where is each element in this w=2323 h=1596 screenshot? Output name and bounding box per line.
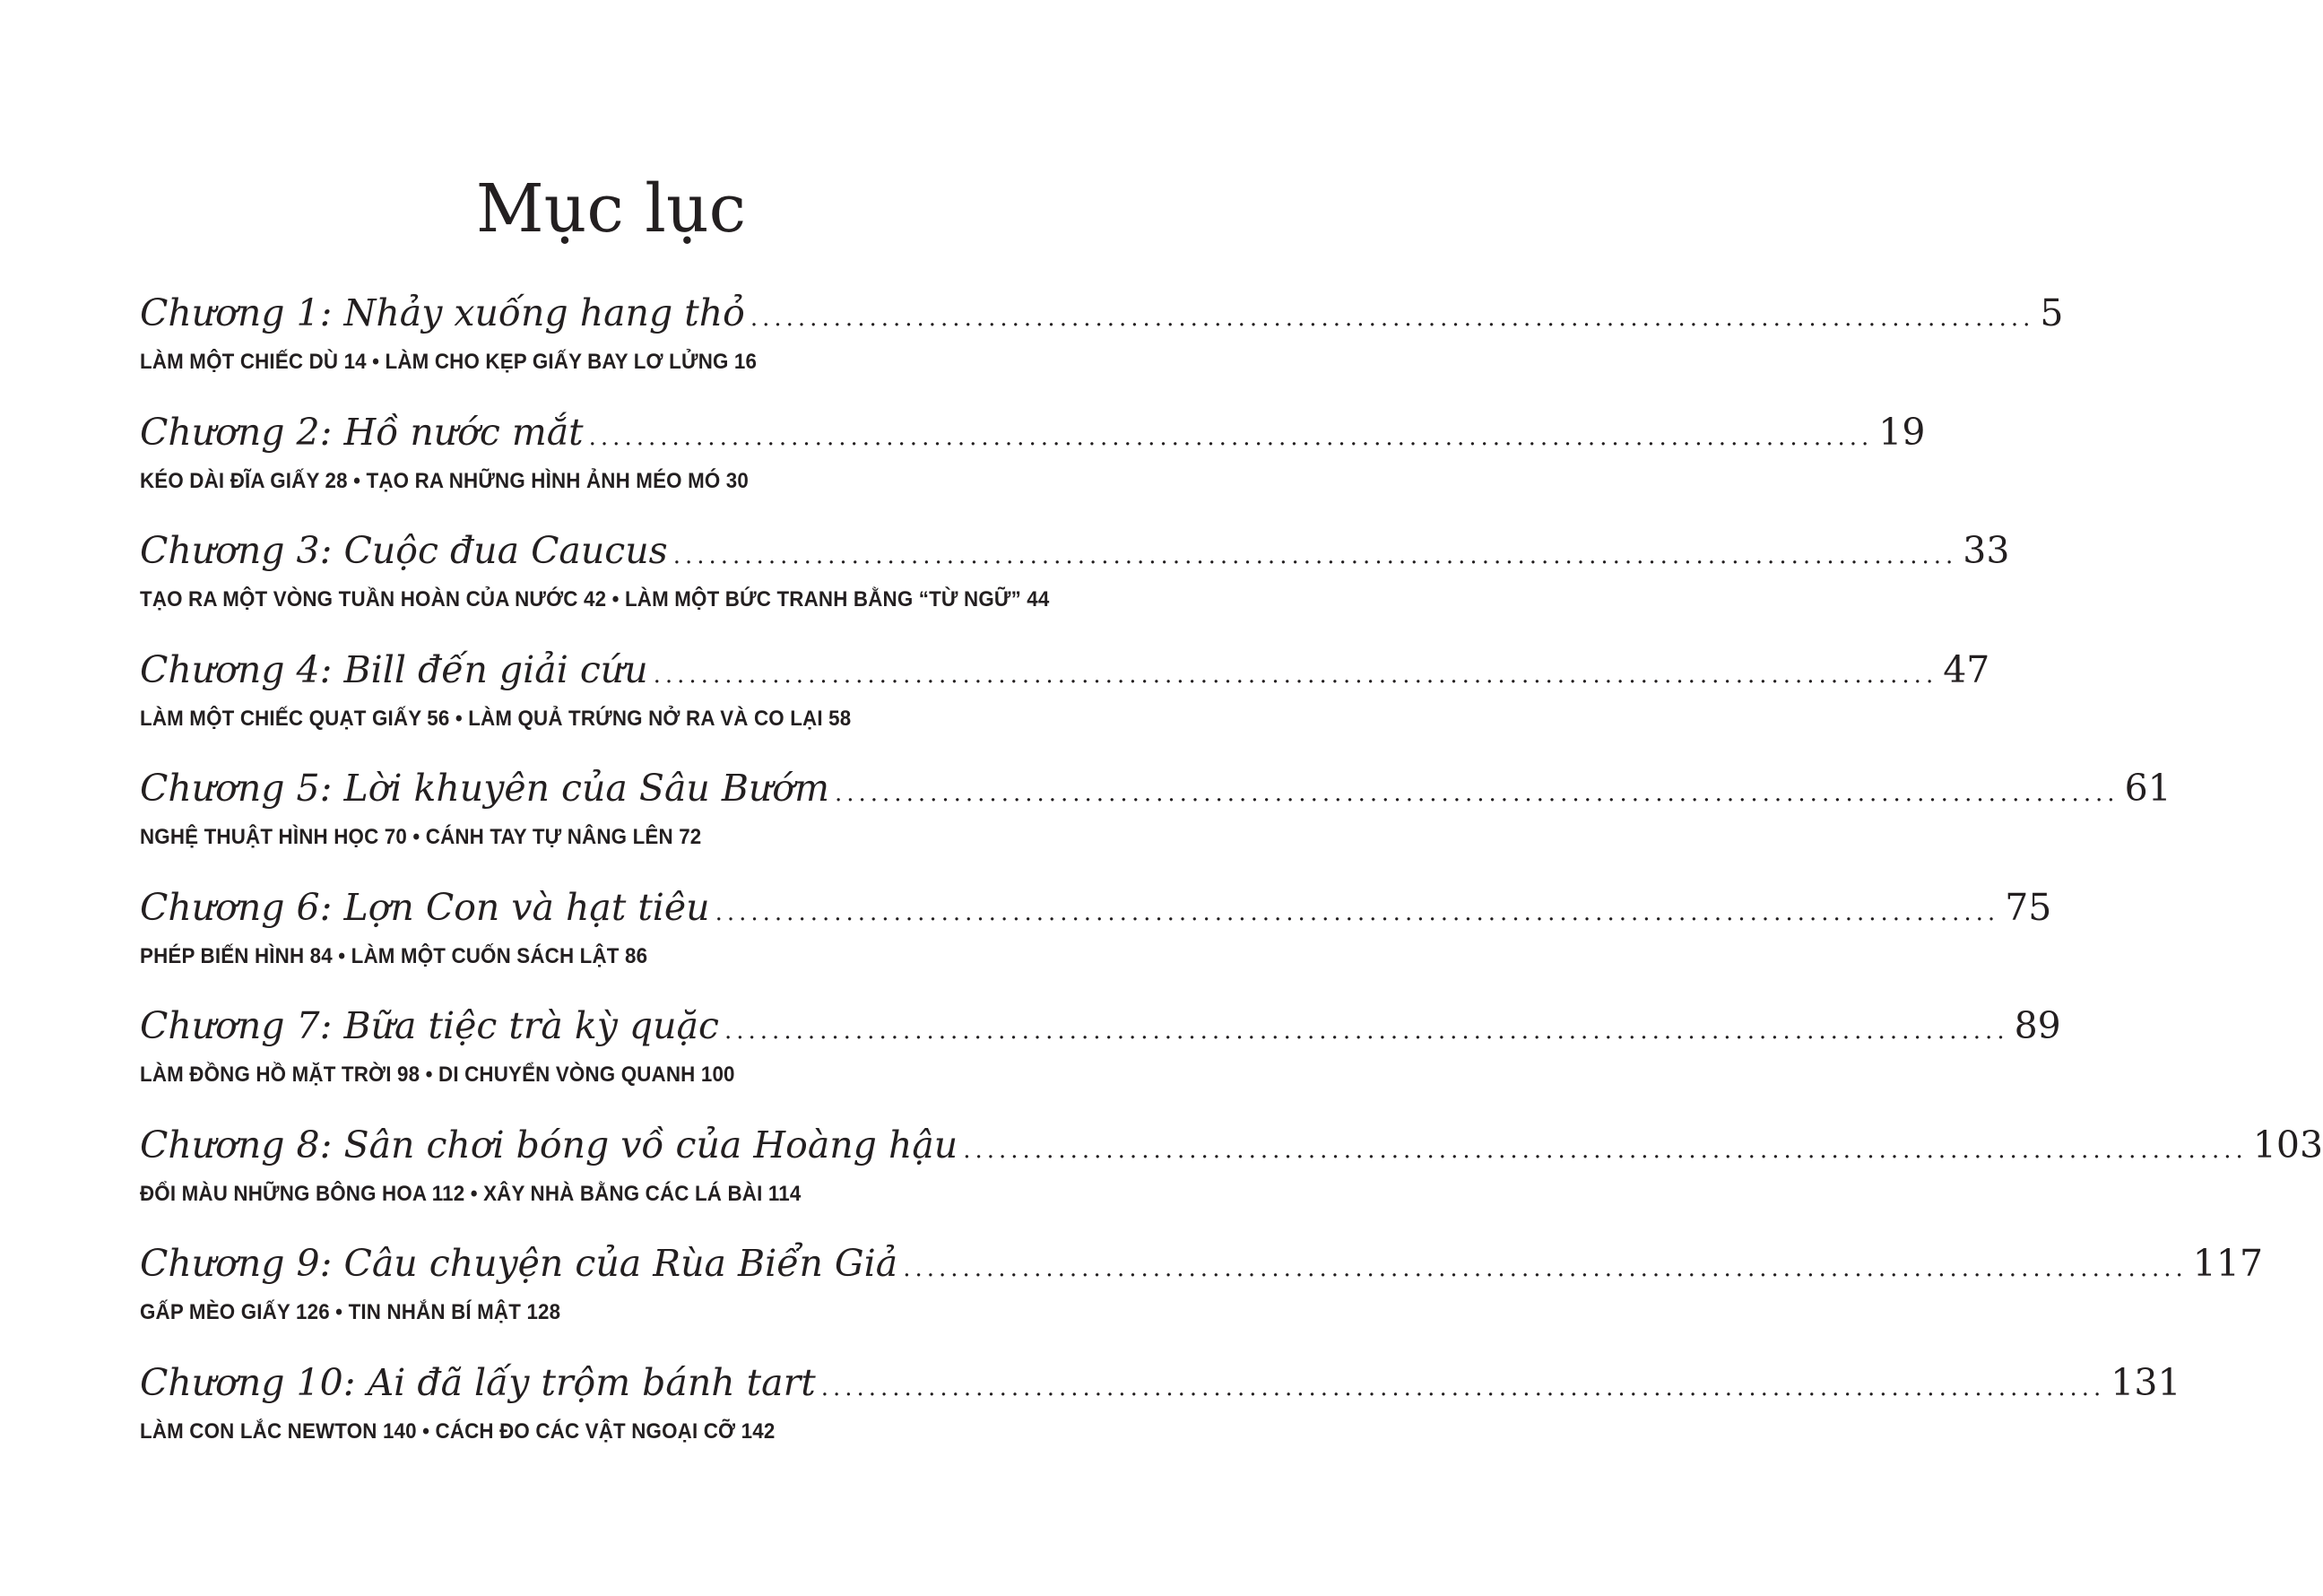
chapter-title: Chương 6: Lợn Con và hạt tiêu — [140, 885, 710, 929]
toc-entry-9 — [140, 1236, 2264, 1355]
chapter-title: Chương 9: Câu chuyện của Rùa Biển Giả — [140, 1242, 898, 1285]
chapter-line[interactable] — [140, 642, 1990, 698]
page-number: 5 — [2040, 291, 2064, 334]
chapter-activities: LÀM CON LẮC NEWTON 140 • CÁCH ĐO CÁC VẬT NGOẠI CỠ 142 — [140, 1418, 776, 1444]
page-number: 75 — [2005, 885, 2052, 929]
chapter-line[interactable] — [140, 404, 1926, 460]
chapter-title: Chương 3: Cuộc đua Caucus — [140, 529, 668, 572]
toc-entry-6 — [140, 880, 2052, 999]
toc-entry-10 — [140, 1355, 2181, 1474]
dot-leader: ............................................................................................................ — [653, 661, 1938, 689]
chapter-title: Chương 5: Lời khuyên của Sâu Bướm — [140, 767, 829, 810]
chapter-activities: PHÉP BIẾN HÌNH 84 • LÀM MỘT CUỐN SÁCH LẬT 86 — [140, 943, 648, 968]
chapter-activities: LÀM MỘT CHIẾC QUẠT GIẤY 56 • LÀM QUẢ TRỨNG NỞ RA VÀ CO LẠI 58 — [140, 706, 852, 731]
dot-leader: ............................................................................................................ — [834, 780, 2119, 807]
page-number: 33 — [1963, 529, 2010, 572]
chapter-line[interactable] — [140, 1355, 2181, 1410]
page-number: 47 — [1943, 647, 1990, 691]
dot-leader: ............................................................................................................ — [903, 1255, 2188, 1282]
dot-leader: ............................................................................................................ — [588, 423, 1874, 451]
toc-entry-1 — [140, 285, 2064, 404]
page-number: 131 — [2111, 1360, 2181, 1404]
dot-leader: ............................................................................................................ — [963, 1136, 2248, 1164]
dot-leader: ............................................................................................................ — [672, 542, 1958, 569]
dot-leader: ............................................................................................................ — [715, 898, 2000, 926]
chapter-title: Chương 8: Sân chơi bóng vồ của Hoàng hậu — [140, 1123, 958, 1167]
chapter-activities: ĐỔI MÀU NHỮNG BÔNG HOA 112 • XÂY NHÀ BẰNG CÁC LÁ BÀI 114 — [140, 1181, 802, 1206]
chapter-title: Chương 1: Nhảy xuống hang thỏ — [140, 291, 745, 334]
chapter-line[interactable] — [140, 1117, 2323, 1173]
table-of-contents — [140, 285, 2323, 1473]
chapter-line[interactable] — [140, 880, 2052, 935]
chapter-activities: TẠO RA MỘT VÒNG TUẦN HOÀN CỦA NƯỚC 42 • LÀM MỘT BỨC TRANH BẰNG “TỪ NGỮ” 44 — [140, 587, 1050, 612]
page-number: 61 — [2124, 767, 2171, 810]
chapter-activities: GẤP MÈO GIẤY 126 • TIN NHẮN BÍ MẬT 128 — [140, 1300, 561, 1324]
toc-entry-5 — [140, 760, 2171, 880]
toc-entry-8 — [140, 1117, 2323, 1236]
toc-entry-2 — [140, 404, 1926, 524]
chapter-line[interactable] — [140, 523, 2010, 578]
toc-entry-4 — [140, 642, 1990, 761]
chapter-activities: LÀM MỘT CHIẾC DÙ 14 • LÀM CHO KẸP GIẤY BAY LƠ LỬNG 16 — [140, 350, 758, 374]
chapter-title: Chương 2: Hồ nước mắt — [140, 410, 584, 454]
chapter-line[interactable] — [140, 760, 2171, 816]
toc-entry-7 — [140, 998, 2061, 1117]
page-number: 19 — [1878, 410, 1926, 454]
chapter-activities: NGHỆ THUẬT HÌNH HỌC 70 • CÁNH TAY TỰ NÂNG LÊN 72 — [140, 825, 702, 849]
page-number: 103 — [2252, 1123, 2323, 1167]
chapter-title: Chương 4: Bill đến giải cứu — [140, 647, 648, 691]
chapter-line[interactable] — [140, 998, 2061, 1054]
chapter-line[interactable] — [140, 1236, 2264, 1291]
page-number: 117 — [2192, 1242, 2264, 1285]
page-number: 89 — [2014, 1004, 2061, 1047]
chapter-title: Chương 7: Bữa tiệc trà kỳ quặc — [140, 1004, 719, 1047]
page-title: Mục lục — [475, 170, 747, 247]
chapter-title: Chương 10: Ai đã lấy trộm bánh tart — [140, 1360, 816, 1404]
chapter-line[interactable] — [140, 285, 2064, 341]
chapter-activities: KÉO DÀI ĐĨA GIẤY 28 • TẠO RA NHỮNG HÌNH ẢNH MÉO MÓ 30 — [140, 468, 750, 493]
toc-entry-3 — [140, 523, 2010, 642]
dot-leader: ............................................................................................................ — [750, 305, 2035, 332]
dot-leader: ............................................................................................................ — [724, 1018, 2009, 1045]
dot-leader: ............................................................................................................ — [820, 1374, 2106, 1401]
chapter-activities: LÀM ĐỒNG HỒ MẶT TRỜI 98 • DI CHUYỂN VÒNG QUANH 100 — [140, 1063, 735, 1087]
